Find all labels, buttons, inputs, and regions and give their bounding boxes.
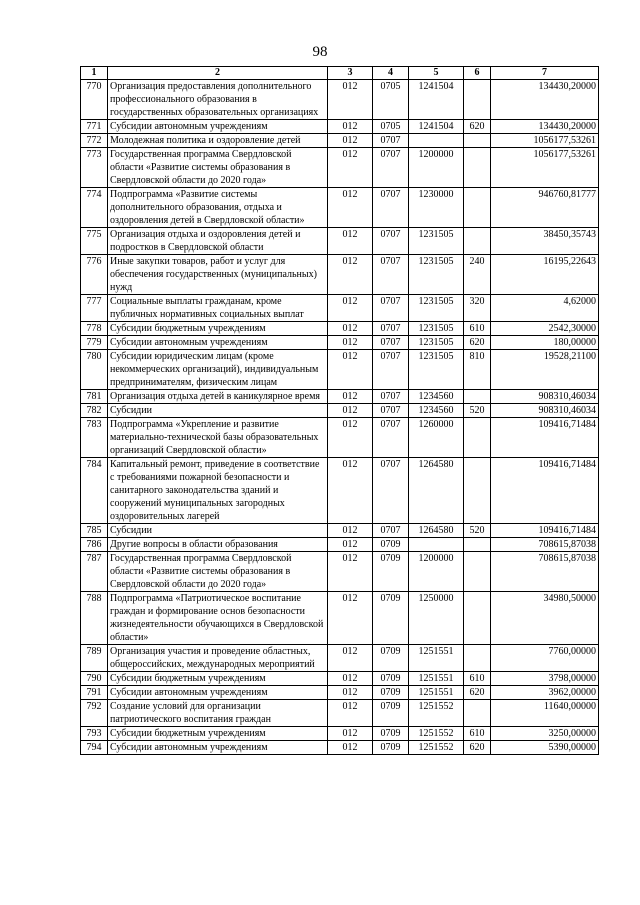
ministry-code-cell: 012 (328, 322, 373, 336)
section-code-cell: 0709 (373, 592, 409, 645)
row-name-cell: Социальные выплаты гражданам, кроме публичных нормативных социальных выплат (108, 295, 328, 322)
amount-cell: 3962,00000 (491, 686, 599, 700)
row-name-cell: Субсидии юридическим лицам (кроме некоммерческих организаций), индивидуальным предпринимателям, физическим лицам (108, 350, 328, 390)
target-article-cell: 1264580 (409, 524, 464, 538)
ministry-code-cell: 012 (328, 120, 373, 134)
row-name-cell: Создание условий для организации патриотического воспитания граждан (108, 700, 328, 727)
section-code-cell: 0707 (373, 390, 409, 404)
expense-type-cell: 320 (464, 295, 491, 322)
expense-type-cell (464, 188, 491, 228)
section-code-cell: 0709 (373, 700, 409, 727)
row-name-cell: Другие вопросы в области образования (108, 538, 328, 552)
ministry-code-cell: 012 (328, 686, 373, 700)
table-row (81, 134, 599, 148)
expense-type-cell (464, 418, 491, 458)
expense-type-cell (464, 390, 491, 404)
table-row (81, 295, 599, 322)
row-name-cell: Молодежная политика и оздоровление детей (108, 134, 328, 148)
expense-type-cell (464, 134, 491, 148)
amount-cell: 109416,71484 (491, 418, 599, 458)
row-number-cell: 780 (81, 350, 108, 390)
row-name-cell: Субсидии (108, 404, 328, 418)
table-header (81, 67, 599, 80)
ministry-code-cell: 012 (328, 741, 373, 755)
amount-cell: 109416,71484 (491, 458, 599, 524)
ministry-code-cell: 012 (328, 336, 373, 350)
row-number-cell: 779 (81, 336, 108, 350)
section-code-cell: 0707 (373, 404, 409, 418)
row-number-cell: 784 (81, 458, 108, 524)
expense-type-cell (464, 592, 491, 645)
target-article-cell: 1200000 (409, 148, 464, 188)
table-row (81, 255, 599, 295)
target-article-cell: 1251551 (409, 645, 464, 672)
amount-cell: 4,62000 (491, 295, 599, 322)
table-row (81, 80, 599, 120)
table-row (81, 350, 599, 390)
row-name-cell: Организация предоставления дополнительного профессионального образования в государственных образовательных организациях (108, 80, 328, 120)
expense-type-cell (464, 458, 491, 524)
section-code-cell: 0707 (373, 295, 409, 322)
section-code-cell: 0709 (373, 672, 409, 686)
column-header: 7 (491, 67, 599, 80)
amount-cell: 109416,71484 (491, 524, 599, 538)
table-row (81, 538, 599, 552)
table-row (81, 552, 599, 592)
amount-cell: 946760,81777 (491, 188, 599, 228)
target-article-cell: 1251552 (409, 700, 464, 727)
ministry-code-cell: 012 (328, 552, 373, 592)
amount-cell: 708615,87038 (491, 552, 599, 592)
amount-cell: 5390,00000 (491, 741, 599, 755)
row-number-cell: 788 (81, 592, 108, 645)
section-code-cell: 0709 (373, 686, 409, 700)
ministry-code-cell: 012 (328, 418, 373, 458)
ministry-code-cell: 012 (328, 188, 373, 228)
row-name-cell: Субсидии бюджетным учреждениям (108, 672, 328, 686)
row-name-cell: Субсидии бюджетным учреждениям (108, 727, 328, 741)
ministry-code-cell: 012 (328, 645, 373, 672)
ministry-code-cell: 012 (328, 672, 373, 686)
ministry-code-cell: 012 (328, 404, 373, 418)
table-row (81, 120, 599, 134)
expense-type-cell (464, 80, 491, 120)
expense-type-cell: 520 (464, 404, 491, 418)
row-number-cell: 775 (81, 228, 108, 255)
row-number-cell: 782 (81, 404, 108, 418)
amount-cell: 1056177,53261 (491, 134, 599, 148)
target-article-cell: 1231505 (409, 322, 464, 336)
row-number-cell: 790 (81, 672, 108, 686)
expense-type-cell: 810 (464, 350, 491, 390)
table-row (81, 458, 599, 524)
table-row (81, 686, 599, 700)
expense-type-cell (464, 552, 491, 592)
row-name-cell: Подпрограмма «Развитие системы дополнительного образования, отдыха и оздоровления детей в Свердловской области» (108, 188, 328, 228)
column-header: 2 (108, 67, 328, 80)
table-row (81, 645, 599, 672)
target-article-cell: 1200000 (409, 552, 464, 592)
row-name-cell: Субсидии бюджетным учреждениям (108, 322, 328, 336)
row-name-cell: Подпрограмма «Патриотическое воспитание граждан и формирование основ безопасности жизнедеятельности обучающихся в Свердловской области» (108, 592, 328, 645)
row-name-cell: Организация участия и проведение областных, общероссийских, международных мероприятий (108, 645, 328, 672)
row-name-cell: Субсидии автономным учреждениям (108, 741, 328, 755)
target-article-cell: 1234560 (409, 404, 464, 418)
expense-type-cell: 240 (464, 255, 491, 295)
row-name-cell: Подпрограмма «Укрепление и развитие материально-технической базы образовательных организаций Свердловской области» (108, 418, 328, 458)
amount-cell: 1056177,53261 (491, 148, 599, 188)
section-code-cell: 0705 (373, 80, 409, 120)
row-number-cell: 791 (81, 686, 108, 700)
section-code-cell: 0707 (373, 418, 409, 458)
target-article-cell: 1250000 (409, 592, 464, 645)
section-code-cell: 0709 (373, 727, 409, 741)
target-article-cell (409, 538, 464, 552)
expense-type-cell: 620 (464, 686, 491, 700)
target-article-cell: 1260000 (409, 418, 464, 458)
row-number-cell: 787 (81, 552, 108, 592)
table-row (81, 672, 599, 686)
ministry-code-cell: 012 (328, 80, 373, 120)
table-row (81, 148, 599, 188)
column-header: 6 (464, 67, 491, 80)
row-number-cell: 793 (81, 727, 108, 741)
amount-cell: 3798,00000 (491, 672, 599, 686)
expense-type-cell: 610 (464, 672, 491, 686)
column-header: 5 (409, 67, 464, 80)
row-name-cell: Иные закупки товаров, работ и услуг для обеспечения государственных (муниципальных) нужд (108, 255, 328, 295)
ministry-code-cell: 012 (328, 295, 373, 322)
amount-cell: 134430,20000 (491, 120, 599, 134)
ministry-code-cell: 012 (328, 228, 373, 255)
section-code-cell: 0709 (373, 645, 409, 672)
section-code-cell: 0707 (373, 350, 409, 390)
target-article-cell: 1251552 (409, 727, 464, 741)
section-code-cell: 0707 (373, 255, 409, 295)
page-number: 98 (312, 44, 328, 60)
row-number-cell: 783 (81, 418, 108, 458)
column-header: 3 (328, 67, 373, 80)
row-name-cell: Субсидии автономным учреждениям (108, 336, 328, 350)
amount-cell: 2542,30000 (491, 322, 599, 336)
target-article-cell: 1231505 (409, 228, 464, 255)
amount-cell: 3250,00000 (491, 727, 599, 741)
row-number-cell: 776 (81, 255, 108, 295)
expense-type-cell (464, 228, 491, 255)
table-row (81, 418, 599, 458)
expense-type-cell (464, 538, 491, 552)
row-number-cell: 771 (81, 120, 108, 134)
expense-type-cell: 610 (464, 727, 491, 741)
table-row (81, 592, 599, 645)
section-code-cell: 0707 (373, 322, 409, 336)
section-code-cell: 0709 (373, 552, 409, 592)
amount-cell: 11640,00000 (491, 700, 599, 727)
row-number-cell: 774 (81, 188, 108, 228)
ministry-code-cell: 012 (328, 255, 373, 295)
row-name-cell: Государственная программа Свердловской области «Развитие системы образования в Свердловской области до 2020 года» (108, 148, 328, 188)
ministry-code-cell: 012 (328, 538, 373, 552)
table-row (81, 322, 599, 336)
section-code-cell: 0709 (373, 741, 409, 755)
row-name-cell: Организация отдыха и оздоровления детей и подростков в Свердловской области (108, 228, 328, 255)
row-name-cell: Организация отдыха детей в каникулярное время (108, 390, 328, 404)
row-number-cell: 770 (81, 80, 108, 120)
table-row (81, 188, 599, 228)
table-row (81, 700, 599, 727)
table-body (81, 80, 599, 755)
column-header: 1 (81, 67, 108, 80)
amount-cell: 134430,20000 (491, 80, 599, 120)
table-row (81, 524, 599, 538)
target-article-cell: 1230000 (409, 188, 464, 228)
row-name-cell: Государственная программа Свердловской области «Развитие системы образования в Свердловской области до 2020 года» (108, 552, 328, 592)
target-article-cell: 1231505 (409, 295, 464, 322)
table-row (81, 741, 599, 755)
expense-type-cell (464, 645, 491, 672)
target-article-cell: 1231505 (409, 336, 464, 350)
target-article-cell: 1251551 (409, 672, 464, 686)
row-number-cell: 772 (81, 134, 108, 148)
row-number-cell: 789 (81, 645, 108, 672)
header-row (81, 67, 599, 80)
ministry-code-cell: 012 (328, 592, 373, 645)
target-article-cell: 1251552 (409, 741, 464, 755)
target-article-cell: 1234560 (409, 390, 464, 404)
table-row (81, 727, 599, 741)
section-code-cell: 0707 (373, 228, 409, 255)
expense-type-cell: 610 (464, 322, 491, 336)
amount-cell: 180,00000 (491, 336, 599, 350)
section-code-cell: 0709 (373, 538, 409, 552)
ministry-code-cell: 012 (328, 458, 373, 524)
row-name-cell: Субсидии автономным учреждениям (108, 686, 328, 700)
row-name-cell: Капитальный ремонт, приведение в соответствие с требованиями пожарной безопасности и санитарного законодательства зданий и сооружений муниципальных загородных оздоровительных лагерей (108, 458, 328, 524)
amount-cell: 16195,22643 (491, 255, 599, 295)
row-number-cell: 781 (81, 390, 108, 404)
amount-cell: 908310,46034 (491, 404, 599, 418)
ministry-code-cell: 012 (328, 700, 373, 727)
amount-cell: 7760,00000 (491, 645, 599, 672)
budget-table (80, 66, 599, 755)
amount-cell: 38450,35743 (491, 228, 599, 255)
row-number-cell: 786 (81, 538, 108, 552)
section-code-cell: 0707 (373, 148, 409, 188)
expense-type-cell: 620 (464, 336, 491, 350)
ministry-code-cell: 012 (328, 390, 373, 404)
expense-type-cell: 620 (464, 120, 491, 134)
row-number-cell: 777 (81, 295, 108, 322)
amount-cell: 908310,46034 (491, 390, 599, 404)
ministry-code-cell: 012 (328, 727, 373, 741)
section-code-cell: 0707 (373, 458, 409, 524)
row-number-cell: 794 (81, 741, 108, 755)
row-number-cell: 778 (81, 322, 108, 336)
row-number-cell: 792 (81, 700, 108, 727)
target-article-cell (409, 134, 464, 148)
target-article-cell: 1264580 (409, 458, 464, 524)
row-number-cell: 785 (81, 524, 108, 538)
ministry-code-cell: 012 (328, 148, 373, 188)
target-article-cell: 1231505 (409, 255, 464, 295)
section-code-cell: 0705 (373, 120, 409, 134)
ministry-code-cell: 012 (328, 350, 373, 390)
section-code-cell: 0707 (373, 336, 409, 350)
section-code-cell: 0707 (373, 134, 409, 148)
target-article-cell: 1241504 (409, 120, 464, 134)
amount-cell: 708615,87038 (491, 538, 599, 552)
target-article-cell: 1231505 (409, 350, 464, 390)
expense-type-cell: 620 (464, 741, 491, 755)
row-name-cell: Субсидии (108, 524, 328, 538)
expense-type-cell (464, 700, 491, 727)
table-row (81, 228, 599, 255)
ministry-code-cell: 012 (328, 134, 373, 148)
target-article-cell: 1241504 (409, 80, 464, 120)
section-code-cell: 0707 (373, 188, 409, 228)
table-row (81, 390, 599, 404)
amount-cell: 34980,50000 (491, 592, 599, 645)
expense-type-cell (464, 148, 491, 188)
amount-cell: 19528,21100 (491, 350, 599, 390)
table-row (81, 336, 599, 350)
expense-type-cell: 520 (464, 524, 491, 538)
target-article-cell: 1251551 (409, 686, 464, 700)
section-code-cell: 0707 (373, 524, 409, 538)
column-header: 4 (373, 67, 409, 80)
row-name-cell: Субсидии автономным учреждениям (108, 120, 328, 134)
table-row (81, 404, 599, 418)
row-number-cell: 773 (81, 148, 108, 188)
ministry-code-cell: 012 (328, 524, 373, 538)
